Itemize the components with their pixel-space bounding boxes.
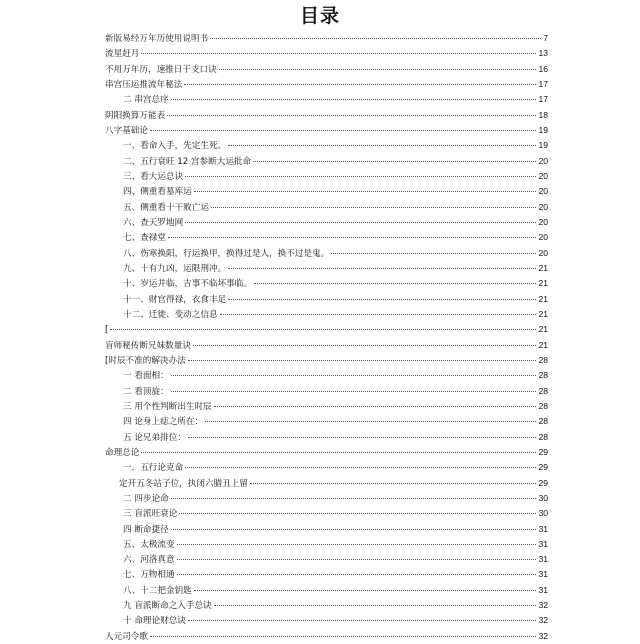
toc-entry-label: 六、河洛真意 <box>123 555 175 566</box>
toc-entry-page-number: 17 <box>538 78 548 89</box>
toc-entry[interactable] <box>105 200 548 215</box>
toc-entry-label: 流星赶月 <box>105 49 140 60</box>
toc-entry-page-number: 28 <box>538 370 548 381</box>
dot-leader <box>185 467 536 468</box>
toc-entry-label: 十二、迁徙、变动之信息 <box>123 309 218 320</box>
toc-entry[interactable] <box>105 307 548 322</box>
toc-entry-page-number: 32 <box>538 630 548 641</box>
dot-leader <box>171 529 537 530</box>
dot-leader <box>171 498 537 499</box>
toc-entry[interactable] <box>105 537 548 552</box>
toc-entry-label: 不用万年历，速推日干支口诀 <box>105 64 217 75</box>
dot-leader <box>188 360 537 361</box>
toc-entry-page-number: 29 <box>538 462 548 473</box>
toc-entry-label: 一．五行论克命 <box>123 463 184 474</box>
dot-leader <box>193 345 536 346</box>
dot-leader <box>194 191 537 192</box>
toc-entry-page-number: 28 <box>538 416 548 427</box>
toc-entry-label: 四 断命捷径 <box>123 524 169 535</box>
dot-leader <box>214 406 537 407</box>
toc-entry-label: 二 四步论命 <box>123 493 169 504</box>
toc-entry-label: 三、看大运总诀 <box>123 171 184 182</box>
toc-entry-page-number: 29 <box>538 477 548 488</box>
dot-leader <box>253 161 536 162</box>
table-of-contents <box>105 31 548 644</box>
toc-entry-page-number: 32 <box>538 600 548 611</box>
toc-entry[interactable] <box>105 230 548 245</box>
toc-entry[interactable] <box>105 62 548 77</box>
dot-leader <box>185 222 536 223</box>
toc-entry-label: [ <box>105 325 109 336</box>
toc-entry-label: 一 看面相： <box>123 371 169 382</box>
toc-entry-page-number: 31 <box>538 569 548 580</box>
dot-leader <box>171 375 537 376</box>
toc-entry-page-number: 17 <box>538 94 548 105</box>
toc-entry-label: 四、侧重看墓库运 <box>123 187 192 198</box>
dot-leader <box>171 391 537 392</box>
dot-leader <box>205 421 536 422</box>
toc-entry[interactable] <box>105 491 548 506</box>
toc-entry-label: 五、太极流变 <box>123 539 175 550</box>
dot-leader <box>177 559 537 560</box>
dot-leader <box>214 605 537 606</box>
dot-leader <box>250 483 537 484</box>
toc-entry-page-number: 13 <box>538 48 548 59</box>
toc-entry[interactable] <box>105 261 548 276</box>
toc-entry-label: 四 论身上痣之所在： <box>123 417 204 428</box>
toc-entry-label: 五 论兄弟排位： <box>123 432 186 443</box>
toc-entry[interactable] <box>105 292 548 307</box>
toc-entry-label: 串宫压运推流年秘法 <box>105 79 183 90</box>
dot-leader <box>210 38 541 39</box>
toc-entry-label: 七、万物相通 <box>123 570 175 581</box>
toc-entry-label: 七、查禄堂 <box>123 233 166 244</box>
dot-leader <box>179 513 536 514</box>
dot-leader <box>331 253 536 254</box>
toc-entry[interactable] <box>105 246 548 261</box>
toc-entry-page-number: 31 <box>538 538 548 549</box>
toc-entry-label: 阴阳换算万能表 <box>105 110 166 121</box>
toc-entry-page-number: 30 <box>538 508 548 519</box>
dot-leader <box>141 452 536 453</box>
toc-entry[interactable] <box>105 108 548 123</box>
dot-leader <box>167 115 536 116</box>
toc-entry[interactable] <box>105 338 548 353</box>
toc-entry-label: 十一、财官得禄，衣食丰足 <box>123 294 227 305</box>
toc-entry-page-number: 30 <box>538 492 548 503</box>
toc-entry-page-number: 31 <box>538 584 548 595</box>
toc-entry[interactable] <box>105 445 548 460</box>
toc-entry[interactable] <box>105 123 548 138</box>
toc-entry-page-number: 20 <box>538 201 548 212</box>
page-title: 目录 <box>299 5 340 27</box>
dot-leader <box>184 84 536 85</box>
toc-entry-label: [时辰不准的解决办法 <box>105 355 186 366</box>
toc-entry[interactable] <box>105 583 548 598</box>
dot-leader <box>185 176 536 177</box>
toc-entry[interactable] <box>105 522 548 537</box>
toc-entry-label: 九、十有九凶，运限刑冲。 <box>123 263 227 274</box>
dot-leader <box>150 130 536 131</box>
toc-entry[interactable] <box>105 353 548 368</box>
toc-entry[interactable] <box>105 322 548 337</box>
toc-entry-page-number: 28 <box>538 354 548 365</box>
toc-entry-page-number: 28 <box>538 431 548 442</box>
toc-entry-page-number: 21 <box>538 308 548 319</box>
toc-entry[interactable] <box>105 215 548 230</box>
dot-leader <box>168 237 536 238</box>
toc-entry[interactable] <box>105 430 548 445</box>
toc-entry-page-number: 20 <box>538 186 548 197</box>
toc-entry-label: 三 用个性判断出生时辰 <box>123 401 212 412</box>
dot-leader <box>141 53 536 54</box>
toc-entry[interactable] <box>105 77 548 92</box>
dot-leader <box>110 329 536 330</box>
dot-leader <box>228 268 536 269</box>
dot-leader <box>254 283 537 284</box>
toc-entry-label: 二 串宫总序 <box>123 95 169 106</box>
toc-entry-page-number: 16 <box>538 63 548 74</box>
dot-leader <box>228 299 536 300</box>
toc-entry[interactable] <box>105 46 548 61</box>
toc-entry-page-number: 31 <box>538 554 548 565</box>
toc-entry-page-number: 28 <box>538 385 548 396</box>
toc-entry-page-number: 20 <box>538 216 548 227</box>
toc-entry-label: 二 看顶旋： <box>123 386 169 397</box>
toc-entry[interactable] <box>105 31 548 46</box>
dot-leader <box>177 574 537 575</box>
toc-entry[interactable] <box>105 598 548 613</box>
toc-entry[interactable] <box>105 368 548 383</box>
toc-entry-page-number: 32 <box>538 615 548 626</box>
toc-entry-label: 九 盲派断命之入手总诀 <box>123 601 212 612</box>
toc-entry[interactable] <box>105 138 548 153</box>
toc-entry-label: 八、十二把金钥匙 <box>123 585 192 596</box>
toc-entry[interactable] <box>105 154 548 169</box>
dot-leader <box>188 437 537 438</box>
toc-entry[interactable] <box>105 414 548 429</box>
toc-entry-page-number: 21 <box>538 278 548 289</box>
toc-entry[interactable] <box>105 92 548 107</box>
toc-entry[interactable] <box>105 552 548 567</box>
toc-entry-label: 盲师秘传断兄妹数量诀 <box>105 340 191 351</box>
toc-entry-page-number: 28 <box>538 400 548 411</box>
toc-entry-label: 五、侧重看十干败亡运 <box>123 202 209 213</box>
dot-leader <box>219 69 537 70</box>
toc-entry-label: 定开五冬站子位，执闭六腊丑上留 <box>119 478 248 489</box>
toc-entry-label: 命理总论 <box>105 447 140 458</box>
toc-entry[interactable] <box>105 506 548 521</box>
toc-entry-page-number: 31 <box>538 523 548 534</box>
toc-entry-page-number: 18 <box>538 109 548 120</box>
toc-entry-label: 十 命理论财总诀 <box>123 616 186 627</box>
toc-entry-page-number: 20 <box>538 247 548 258</box>
toc-entry-page-number: 29 <box>538 446 548 457</box>
dot-leader <box>194 590 537 591</box>
toc-entry-label: 六、查天罗地网 <box>123 217 184 228</box>
toc-entry-label: 二、五行衰旺 12 宫参断大运批命 <box>123 156 252 167</box>
toc-entry[interactable] <box>105 476 548 491</box>
toc-entry[interactable] <box>105 276 548 291</box>
dot-leader <box>150 636 536 637</box>
toc-entry[interactable] <box>105 460 548 475</box>
dot-leader <box>177 544 537 545</box>
toc-entry[interactable] <box>105 184 548 199</box>
toc-entry[interactable] <box>105 169 548 184</box>
toc-entry-label: 三 盲派旺衰论 <box>123 509 178 520</box>
toc-entry-page-number: 7 <box>543 33 548 43</box>
toc-entry-label: 新版易经万年历使用说明书 <box>105 34 209 44</box>
toc-entry-page-number: 21 <box>538 324 548 335</box>
toc-entry-page-number: 21 <box>538 293 548 304</box>
toc-entry[interactable] <box>105 384 548 399</box>
dot-leader <box>171 99 537 100</box>
toc-entry-label: 人元司令歌 <box>105 631 148 642</box>
toc-entry-page-number: 21 <box>538 262 548 273</box>
toc-entry-page-number: 20 <box>538 170 548 181</box>
toc-entry-label: 一、看命入手，先定生死。 <box>123 141 227 152</box>
toc-entry[interactable] <box>105 629 548 644</box>
toc-entry-label: 八字基础论 <box>105 125 148 136</box>
toc-entry-label: 八、伤寒换阳，行运换甲，换得过是人，换不过是鬼。 <box>123 248 330 259</box>
dot-leader <box>228 145 536 146</box>
toc-entry-page-number: 21 <box>538 339 548 350</box>
toc-entry[interactable] <box>105 613 548 628</box>
toc-entry[interactable] <box>105 399 548 414</box>
toc-entry-page-number: 20 <box>538 155 548 166</box>
toc-entry-page-number: 20 <box>538 232 548 243</box>
toc-entry-page-number: 19 <box>538 140 548 151</box>
toc-entry-label: 十、岁运并临，吉事不临坏事临。 <box>123 279 252 290</box>
dot-leader <box>211 207 536 208</box>
toc-entry-page-number: 19 <box>538 124 548 135</box>
toc-entry[interactable] <box>105 567 548 582</box>
dot-leader <box>188 620 537 621</box>
dot-leader <box>220 314 537 315</box>
